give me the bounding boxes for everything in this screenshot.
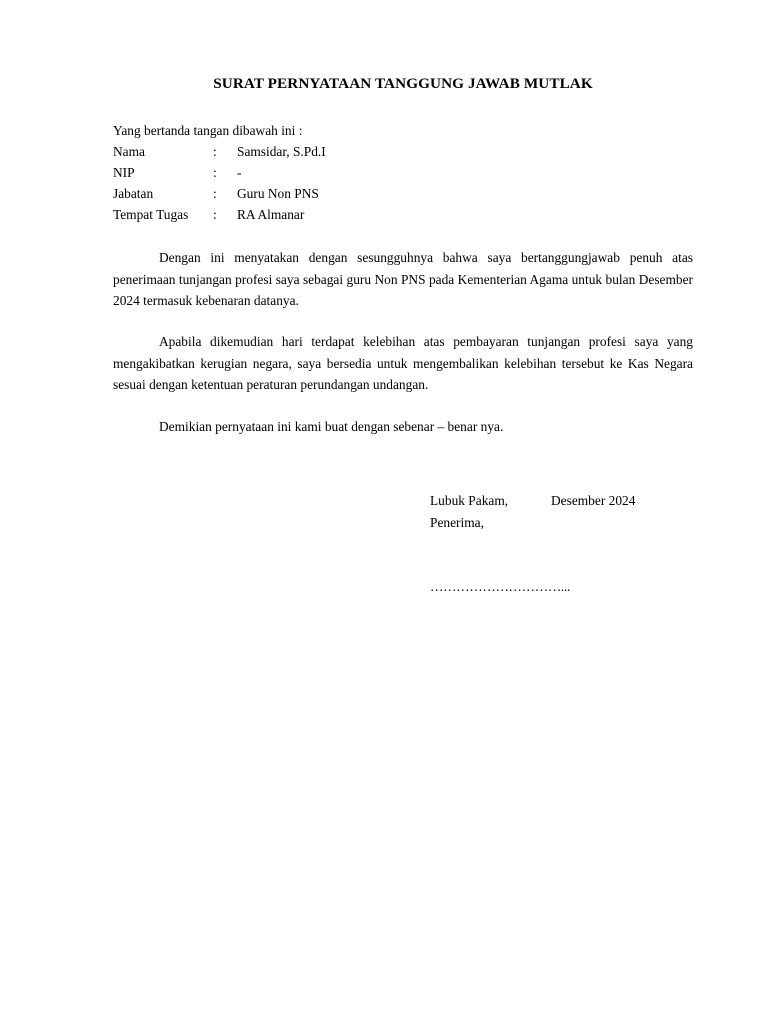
- intro-text: Yang bertanda tangan dibawah ini :: [113, 123, 303, 138]
- identity-table: [113, 144, 513, 228]
- identity-row-workplace: [113, 207, 513, 228]
- signature-name-line: …………………………...: [430, 579, 571, 594]
- identity-value: RA Almanar: [237, 207, 305, 222]
- identity-value: -: [237, 165, 242, 180]
- identity-label: NIP: [113, 165, 135, 180]
- signature-date: Desember 2024: [551, 493, 636, 508]
- statement-paragraph: Dengan ini menyatakan dengan sesungguhnya bahwa saya bertanggungjawab penuh atas penerimaan tunjangan profesi saya sebagai guru Non PNS pada Kementerian Agama untuk bulan Desember 2024 termasuk kebenaran datanya.: [113, 250, 693, 308]
- identity-colon: :: [213, 186, 217, 201]
- identity-row-position: [113, 186, 513, 207]
- identity-row-name: [113, 144, 513, 165]
- identity-label: Nama: [113, 144, 145, 159]
- identity-value: Guru Non PNS: [237, 186, 319, 201]
- signature-place: Lubuk Pakam,: [430, 493, 509, 508]
- identity-colon: :: [213, 207, 217, 222]
- identity-label: Jabatan: [113, 186, 154, 201]
- signature-recipient: Penerima,: [430, 515, 484, 530]
- document-title: SURAT PERNYATAAN TANGGUNG JAWAB MUTLAK: [213, 75, 593, 92]
- identity-row-nip: [113, 165, 513, 186]
- identity-colon: :: [213, 144, 217, 159]
- identity-colon: :: [213, 165, 217, 180]
- refund-paragraph: Apabila dikemudian hari terdapat kelebihan atas pembayaran tunjangan profesi saya yang mengakibatkan kerugian negara, saya bersedia untuk mengembalikan kelebihan tersebut ke Kas Negara sesuai dengan ketentuan peraturan perundangan undangan.: [113, 334, 693, 392]
- identity-label: Tempat Tugas: [113, 207, 189, 222]
- closing-paragraph: Demikian pernyataan ini kami buat dengan sebenar – benar nya.: [159, 419, 504, 434]
- identity-value: Samsidar, S.Pd.I: [237, 144, 326, 159]
